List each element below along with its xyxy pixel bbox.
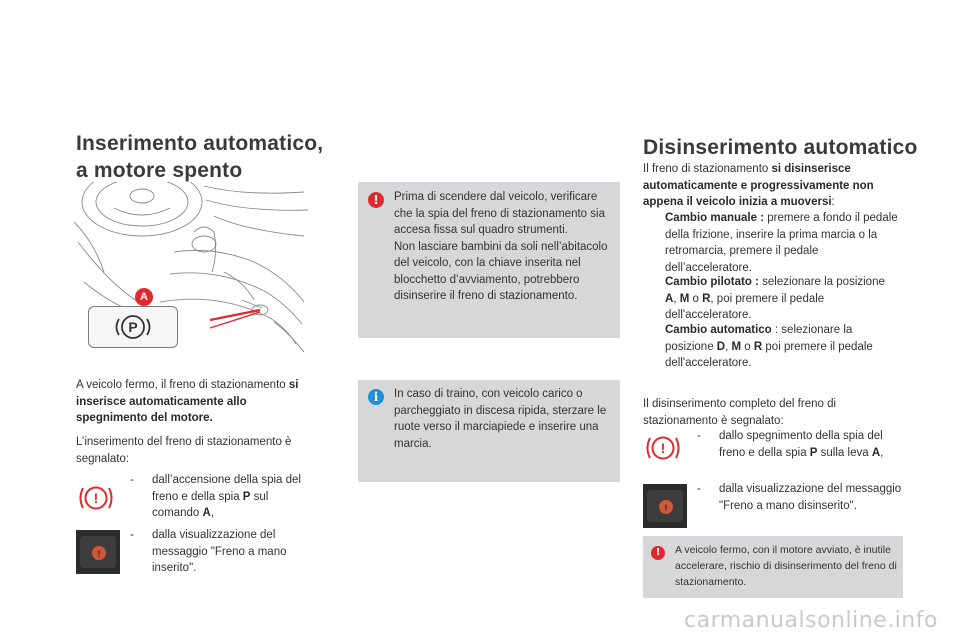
info-box: [358, 380, 620, 482]
right-intro: Il freno di stazionamento si disinserisce automaticamente e progressivamente non appena il veicolo inizia a muoversi:: [643, 163, 874, 208]
left-para1: A veicolo fermo, il freno di stazionamento si inserisce automaticamente allo spegnimento del motore.: [76, 379, 299, 424]
warning-box: [358, 182, 620, 338]
right-title: Disinserimento automatico: [643, 136, 918, 159]
warning-icon: !: [651, 546, 665, 560]
left-item-2: - dalla visualizzazione del messaggio "Freno a mano inserito".: [130, 529, 287, 574]
brake-warning-icon-right: [643, 428, 683, 473]
left-para2: L’inserimento del freno di stazionamento è segnalato:: [76, 436, 292, 465]
bullet-piloted: Cambio pilotato : selezionare la posizione A, M o R, poi premere il pedale dell'acceleratore.: [643, 274, 899, 324]
bullet-automatic: Cambio automatico : selezionare la posizione D, M o R poi premere il pedale dell'acceleratore.: [643, 322, 899, 372]
left-title-line1: Inserimento automatico,: [76, 132, 324, 155]
info-text: In caso di traino, con veicolo carico o parcheggiato in discesa ripida, sterzare le ruote verso il marciapiede e inserire una marcia.: [394, 388, 607, 450]
parking-p-icon: [89, 307, 177, 347]
brake-lamp-icon: [643, 484, 687, 528]
message-display-thumb: [76, 530, 120, 574]
bullet-arrow-icon: [643, 322, 665, 372]
brake-lamp-icon: [76, 530, 120, 574]
p-button-zoom: [88, 306, 178, 348]
svg-text:!: !: [660, 440, 666, 456]
left-item-1: - dall’accensione della spia del freno e della spia P sul comando A,: [130, 474, 301, 519]
watermark: carmanualsonline.info: [684, 608, 938, 633]
right-complete-text: Il disinserimento completo del freno di stazionamento è segnalato:: [643, 398, 837, 427]
svg-text:!: !: [93, 490, 99, 506]
bottom-warning-text: A veicolo fermo, con il motore avviato, è inutile accelerare, rischio di disinserimento del freno di stazionamento.: [675, 544, 897, 588]
right-item-1: - dallo spegnimento della spia del freno e della spia P sulla leva A,: [697, 430, 884, 459]
left-title-line2: a motore spento: [76, 159, 243, 182]
svg-text:P: P: [128, 319, 138, 335]
svg-text:!: !: [97, 549, 101, 559]
left-title: [76, 130, 323, 184]
warning-icon: !: [368, 192, 384, 208]
warning-text: Prima di scendere dal veicolo, verificare che la spia del freno di stazionamento sia accesa fissa sul quadro strumenti. Non lasciare bambini da soli nell’abitacolo del veicolo, con la chiave inserita nel blocchetto d’avviamento, potrebbero disinserire il freno di stazionamento.: [394, 191, 608, 302]
bullet-arrow-icon: [643, 274, 665, 324]
svg-text:!: !: [664, 503, 668, 513]
bottom-warning-box: [643, 536, 903, 598]
right-item-2: - dalla visualizzazione del messaggio "Freno a mano disinserito".: [697, 483, 902, 512]
bullet-arrow-icon: [643, 210, 665, 276]
message-display-thumb-right: [643, 484, 687, 528]
info-icon: i: [368, 389, 384, 405]
callout-a-badge: A: [135, 288, 153, 306]
bullet-manual: Cambio manuale : premere a fondo il pedale della frizione, inserire la prima marcia o la retromarcia, premere il pedale dell’acceleratore.: [643, 210, 899, 276]
brake-warning-icon: [76, 478, 116, 523]
